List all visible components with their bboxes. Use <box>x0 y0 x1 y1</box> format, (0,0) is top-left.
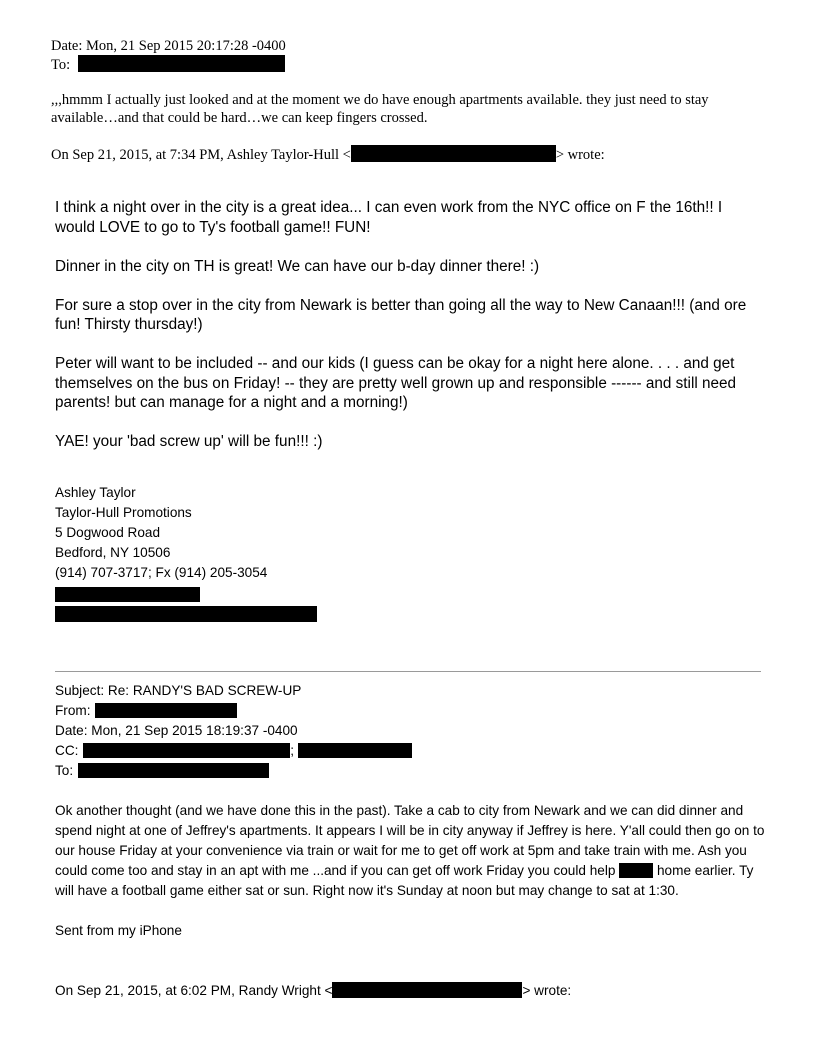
signature-street: 5 Dogwood Road <box>55 525 161 540</box>
quote-intro-prefix: On Sep 21, 2015, at 7:34 PM, Ashley Taylor-Hull < <box>51 147 351 163</box>
ashley-paragraph-3: For sure a stop over in the city from Newark is better than going all the way to New Canaan!!! (and ore fun! Thirsty thursday!) <box>55 296 747 333</box>
signature-company: Taylor-Hull Promotions <box>55 505 192 520</box>
second-from-line <box>55 701 755 721</box>
second-to-line <box>55 761 755 781</box>
redacted-from-address <box>95 703 237 718</box>
signature-name: Ashley Taylor <box>55 485 136 500</box>
second-message-paragraph <box>55 801 765 901</box>
message-divider <box>55 671 761 672</box>
redacted-cc-address-2 <box>298 743 412 758</box>
ashley-message <box>55 198 765 452</box>
sent-from-line: Sent from my iPhone <box>55 923 182 938</box>
redacted-to-address <box>78 55 285 72</box>
top-message-body <box>51 91 766 127</box>
signature-phone: (914) 707-3717; Fx (914) 205-3054 <box>55 565 268 580</box>
redacted-randy-email <box>332 982 522 998</box>
top-email-header <box>51 37 771 74</box>
header-date: Date: Mon, 21 Sep 2015 20:17:28 -0400 <box>51 38 286 54</box>
quote-intro-2-prefix: On Sep 21, 2015, at 6:02 PM, Randy Wright < <box>55 983 333 998</box>
second-email-header <box>55 681 755 781</box>
second-from-label: From: <box>55 703 91 718</box>
header-to-label: To: <box>51 57 71 73</box>
second-message-text-1: Ok another thought (and we have done this in the past). Take a cab to city from Newark and we can did dinner and spend night at one of Jeffrey's apartments. It appears I will be in city anyway if Jeffrey is here. Y'all could then go on to our house Friday at your convenience via train or wait for me to get off work at 5pm and take train with me. Ash you could come too and stay in an apt with me ...and if you can get off work Friday you could help <box>55 803 765 878</box>
quote-intro-randy <box>55 981 775 1001</box>
second-subject: Subject: Re: RANDY'S BAD SCREW-UP <box>55 683 302 698</box>
top-message-text: ,,,hmmm I actually just looked and at the moment we do have enough apartments available. they just need to stay available…and that could be hard…we can keep fingers crossed. <box>51 92 709 126</box>
redacted-signature-line-2 <box>55 606 317 622</box>
ashley-paragraph-4: Peter will want to be included -- and our kids (I guess can be okay for a night here alone. . . . and get themselves on the bus on Friday! -- they are pretty well grown up and responsible ------ and still need parents! but can manage for a night and a morning!) <box>55 355 737 411</box>
redacted-cc-address-1 <box>83 743 290 758</box>
second-message <box>55 801 765 941</box>
redacted-signature-line-1 <box>55 587 200 602</box>
cc-separator: ; <box>290 743 294 758</box>
signature-block <box>55 483 455 583</box>
header-to-line <box>51 55 771 74</box>
quote-intro-2-suffix: > wrote: <box>522 983 572 998</box>
second-message-text-2: home earlier. Ty will have a football game either sat or sun. Right now it's Sunday at noon but may change to sat at 1:30. <box>55 863 754 898</box>
quote-intro-ashley <box>51 145 771 164</box>
redacted-name-inline <box>619 863 653 878</box>
ashley-paragraph-5: YAE! your 'bad screw up' will be fun!!! :) <box>55 433 323 450</box>
ashley-paragraph-2: Dinner in the city on TH is great! We can have our b-day dinner there! :) <box>55 257 540 275</box>
second-to-label: To: <box>55 763 74 778</box>
redacted-to-address-2 <box>78 763 269 778</box>
second-cc-label: CC: <box>55 743 79 758</box>
quote-intro-suffix: > wrote: <box>555 147 605 163</box>
signature-city: Bedford, NY 10506 <box>55 545 171 560</box>
second-date: Date: Mon, 21 Sep 2015 18:19:37 -0400 <box>55 723 298 738</box>
second-cc-line <box>55 741 755 761</box>
redacted-ashley-email <box>351 145 556 162</box>
ashley-paragraph-1: I think a night over in the city is a great idea... I can even work from the NYC office on F the 16th!! I would LOVE to go to Ty's football game!! FUN! <box>55 199 723 236</box>
